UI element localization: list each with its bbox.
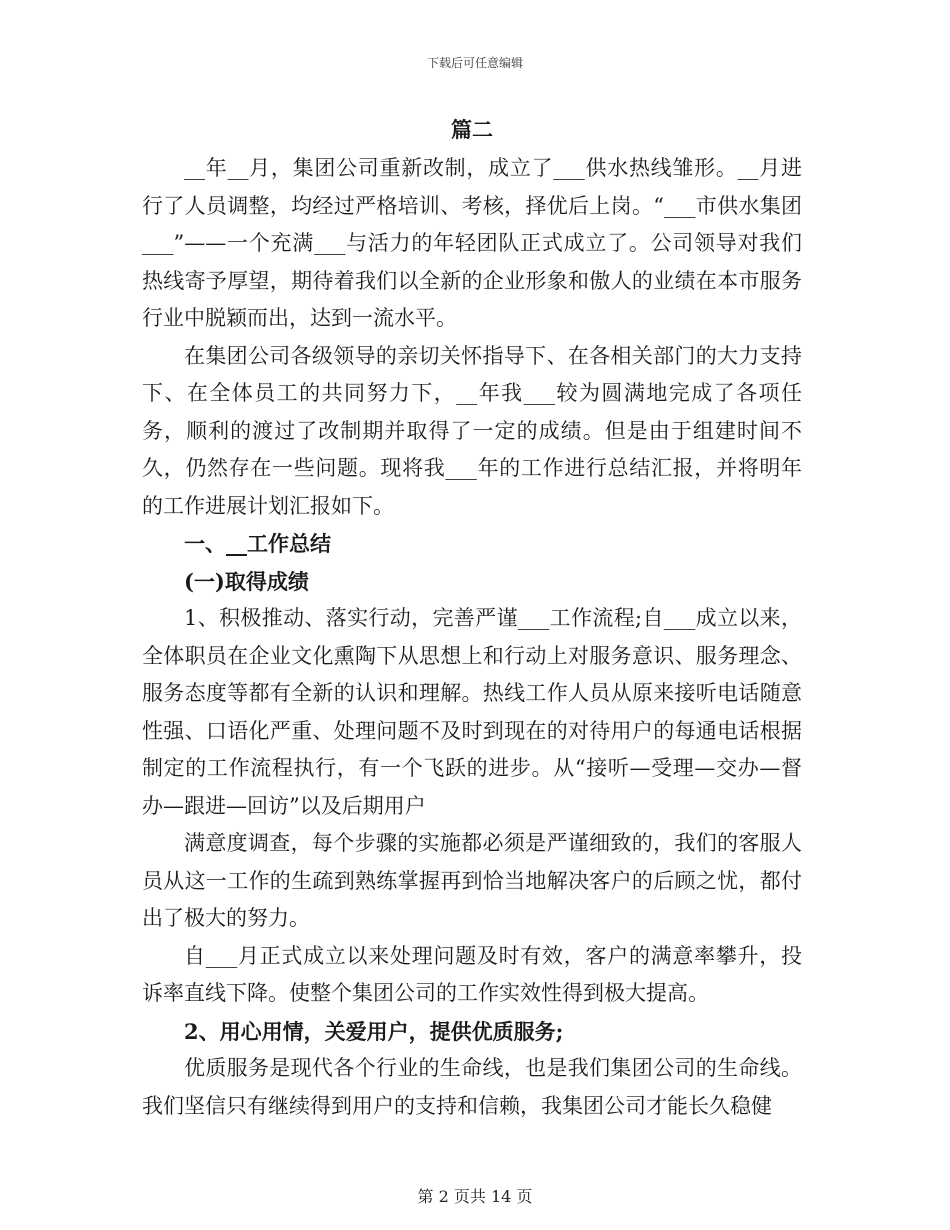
paragraph-summary-intro: 在集团公司各级领导的亲切关怀指导下、在各相关部门的大力支持下、在全体员工的共同努力下，__年我___较为圆满地完成了各项任务，顺利的渡过了改制期并取得了一定的成绩。但是由于组建时间不久，仍然存在一些问题。现将我___年的工作进行总结汇报，并将明年的工作进展计划汇报如下。: [142, 343, 802, 518]
page-header: 下载后可任意编辑: [426, 56, 523, 70]
document-title: 篇二: [451, 117, 493, 142]
paragraph-intro: __年__月，集团公司重新改制，成立了___供水热线雏形。__月进行了人员调整，均经过严格培训、考核，择优后上岗。“___市供水集团___”——一个充满___与活力的年轻团队正式成立了。公司领导对我们热线寄予厚望，期待着我们以全新的企业形象和傲人的业绩在本市服务行业中脱颖而出，达到一流水平。: [142, 156, 802, 330]
paragraph-quality-service: 优质服务是现代各个行业的生命线，也是我们集团公司的生命线。我们坚信只有继续得到用户的支持和信赖，我集团公司才能长久稳健: [142, 1056, 802, 1118]
paragraph-satisfaction-survey: 满意度调查，每个步骤的实施都必须是严谨细致的，我们的客服人员从这一工作的生疏到熟练掌握再到恰当地解决客户的后顾之忧，都付出了极大的努力。: [142, 831, 802, 930]
section-heading-work-summary: 一、__工作总结: [184, 531, 331, 556]
paragraph-efficiency: 自___月正式成立以来处理问题及时有效，客户的满意率攀升，投诉率直线下降。使整个集团公司的工作实效性得到极大提高。: [142, 943, 802, 1005]
subsection-heading-achievements: (一)取得成绩: [184, 568, 309, 594]
item-heading-quality-service: 2、用心用情，关爱用户，提供优质服务;: [184, 1018, 564, 1044]
paragraph-item-1: 1、积极推动、落实行动，完善严谨___工作流程;自___成立以来，全体职员在企业文化熏陶下从思想上和行动上对服务意识、服务理念、服务态度等都有全新的认识和理解。热线工作人员从原来接听电话随意性强、口语化严重、处理问题不及时到现在的对待用户的每通电话根据制定的工作流程执行，有一个飞跃的进步。从“接听—受理—交办—督办—跟进—回访”以及后期用户: [142, 606, 802, 818]
document-body: [142, 110, 802, 1125]
page-footer: 第 2 页共 14 页: [417, 1187, 533, 1206]
